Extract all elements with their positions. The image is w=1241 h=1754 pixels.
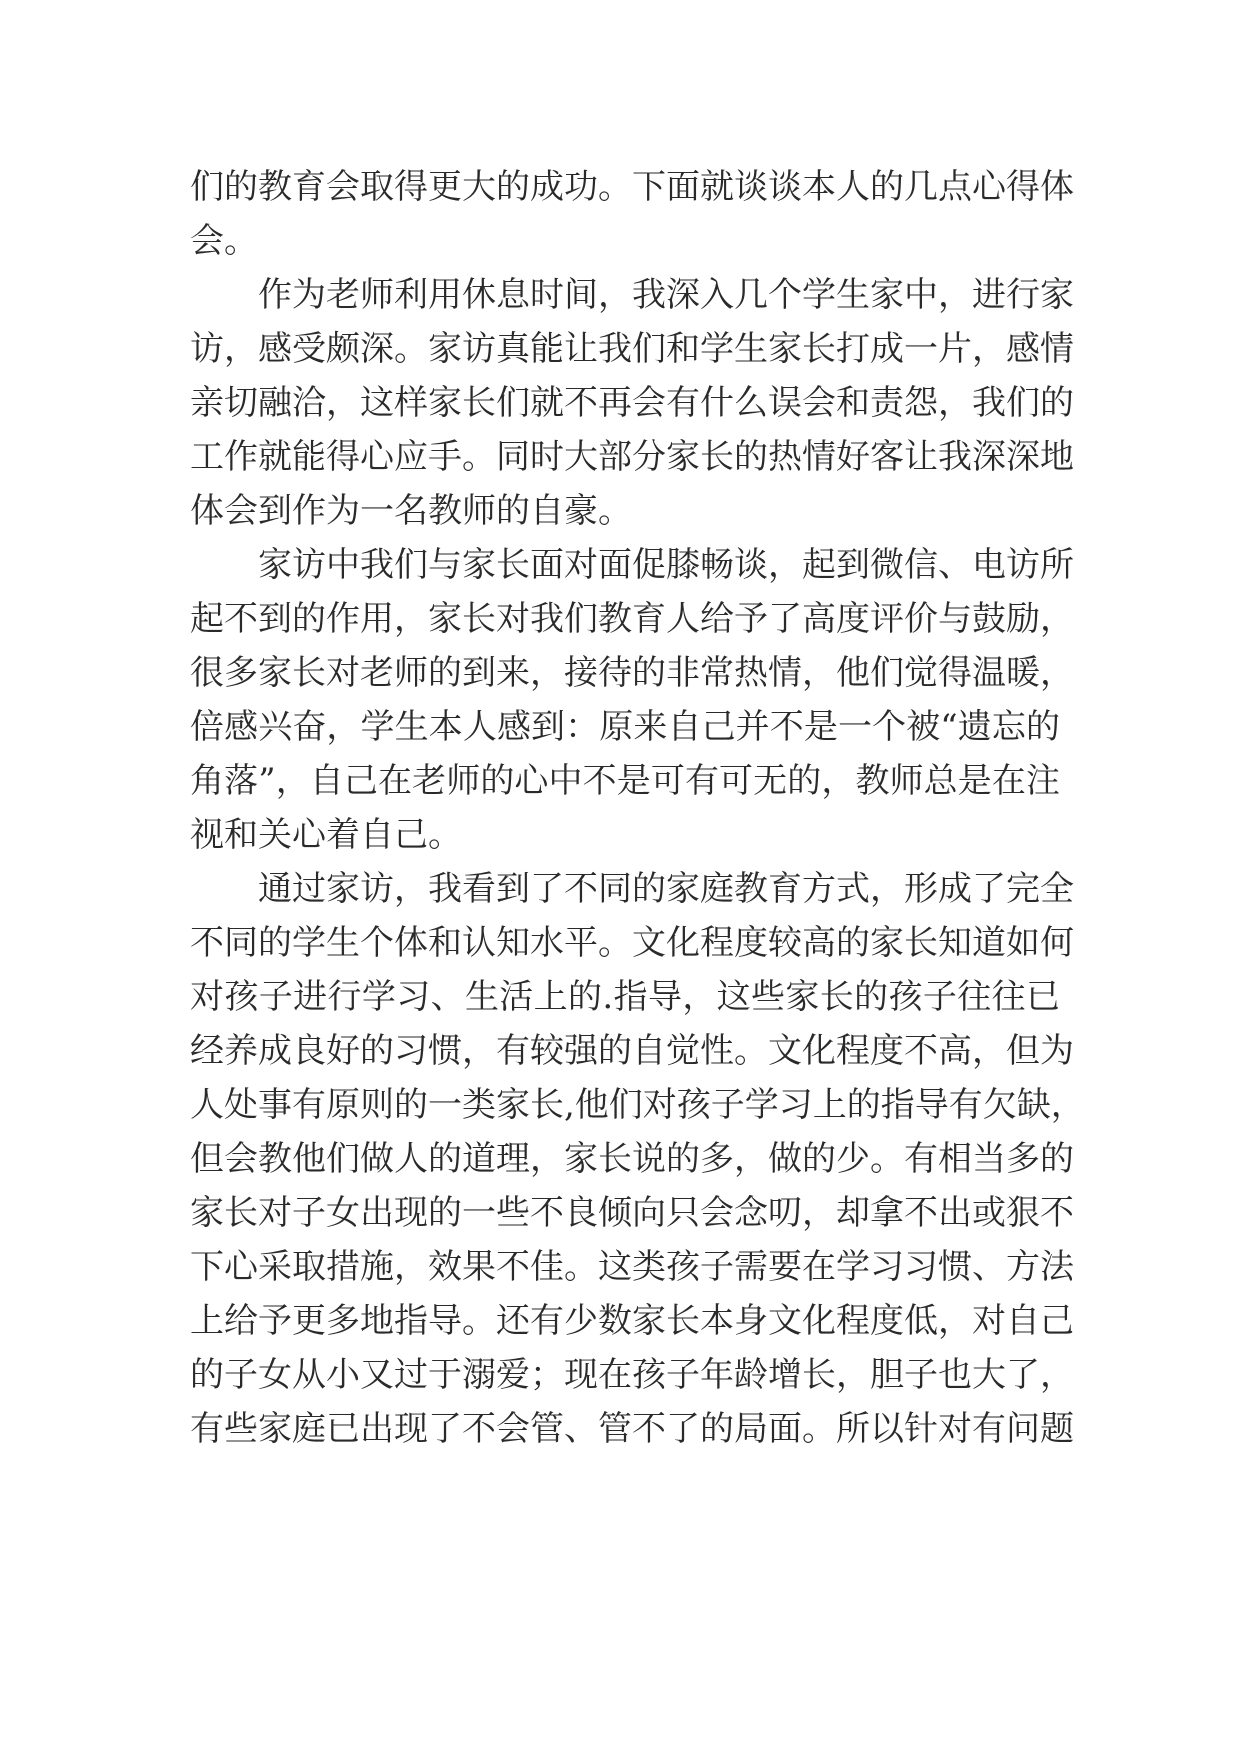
text-line: 很多家长对老师的到来，接待的非常热情，他们觉得温暖， xyxy=(190,653,1074,693)
text-line: 角落”，自己在老师的心中不是可有可无的，教师总是在注 xyxy=(190,761,1060,801)
text-line: 亲切融洽，这样家长们就不再会有什么误会和责怨，我们的 xyxy=(190,383,1074,423)
text-line: 经养成良好的习惯，有较强的自觉性。文化程度不高，但为 xyxy=(190,1031,1074,1071)
text-line: 视和关心着自己。 xyxy=(190,815,462,855)
text-line: 但会教他们做人的道理，家长说的多，做的少。有相当多的 xyxy=(190,1139,1074,1179)
text-line: 访，感受颇深。家访真能让我们和学生家长打成一片，感情 xyxy=(190,329,1074,369)
text-line: 对孩子进行学习、生活上的.指导，这些家长的孩子往往已 xyxy=(190,977,1060,1017)
text-line: 工作就能得心应手。同时大部分家长的热情好客让我深深地 xyxy=(190,437,1074,477)
text-line: 不同的学生个体和认知水平。文化程度较高的家长知道如何 xyxy=(190,923,1074,963)
text-line: 上给予更多地指导。还有少数家长本身文化程度低，对自己 xyxy=(190,1301,1074,1341)
text-line: 体会到作为一名教师的自豪。 xyxy=(190,491,632,531)
text-line: 有些家庭已出现了不会管、管不了的局面。所以针对有问题 xyxy=(190,1409,1074,1449)
text-line: 会。 xyxy=(190,221,258,261)
text-line: 人处事有原则的一类家长,他们对孩子学习上的指导有欠缺， xyxy=(190,1085,1085,1125)
text-line: 的子女从小又过于溺爱；现在孩子年龄增长，胆子也大了， xyxy=(190,1355,1074,1395)
text-line: 们的教育会取得更大的成功。下面就谈谈本人的几点心得体 xyxy=(190,167,1074,207)
paragraph-first-line: 作为老师利用休息时间，我深入几个学生家中，进行家 xyxy=(258,275,1074,315)
text-line: 家长对子女出现的一些不良倾向只会念叨，却拿不出或狠不 xyxy=(190,1193,1074,1233)
text-line: 倍感兴奋，学生本人感到：原来自己并不是一个被“遗忘的 xyxy=(190,707,1060,747)
paragraph-first-line: 家访中我们与家长面对面促膝畅谈，起到微信、电访所 xyxy=(258,545,1074,585)
paragraph-first-line: 通过家访，我看到了不同的家庭教育方式，形成了完全 xyxy=(258,869,1074,909)
text-line: 起不到的作用，家长对我们教育人给予了高度评价与鼓励， xyxy=(190,599,1074,639)
text-line: 下心采取措施，效果不佳。这类孩子需要在学习习惯、方法 xyxy=(190,1247,1074,1287)
